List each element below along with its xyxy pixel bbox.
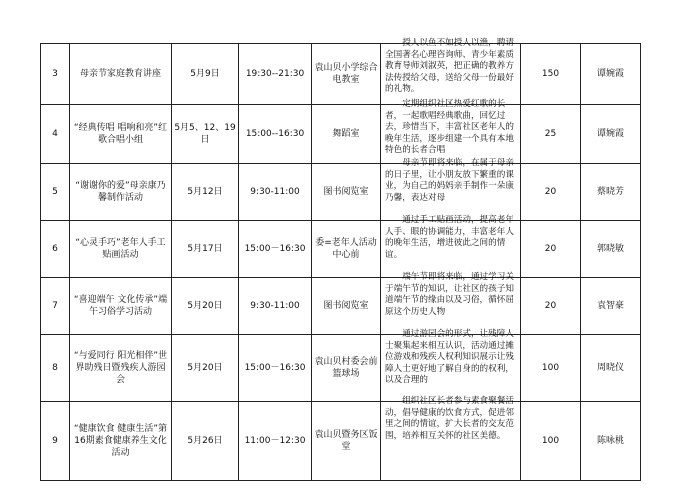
activity-place: 图书阅览室 (312, 164, 381, 221)
participant-count: 20 (521, 164, 581, 221)
participant-count: 100 (521, 335, 581, 402)
row-number: 8 (41, 335, 70, 402)
table-row (41, 402, 641, 481)
person-in-charge: 袁智豪 (581, 278, 641, 335)
activity-description (381, 272, 521, 335)
row-number: 9 (41, 402, 70, 481)
activity-time: 9:30-11:00 (239, 278, 312, 335)
activity-description (381, 215, 521, 278)
activity-name: “喜迎端午 文化传承”端午习俗学习活动 (70, 278, 172, 335)
activity-description (381, 329, 521, 402)
activity-date: 5月20日 (172, 278, 239, 335)
activity-name: “健康饮食 健康生活”第16期素食健康养生文化活动 (70, 402, 172, 481)
activity-schedule-table (40, 38, 641, 481)
person-in-charge: 陈咏桃 (581, 402, 641, 481)
participant-count: 20 (521, 221, 581, 278)
activity-description-text: 定期组织社区热爱红歌的长者，一起歌唱经典歌曲，回忆过去，珍惜当下，丰富社区老年人的晚年生活，逐步组建一个具有本地特色的长者合唱 (385, 99, 514, 156)
activity-place: 袁山贝村委会前篮球场 (312, 335, 381, 402)
row-number: 4 (41, 105, 70, 164)
activity-description-text: 端午节即将来临，通过学习关于端午节的知识，让社区的孩子知道端午节的缘由以及习俗，循怀屈原这个历史人物 (385, 272, 514, 317)
row-number: 3 (41, 44, 70, 105)
table-row (41, 335, 641, 402)
activity-description (381, 38, 521, 105)
person-in-charge: 蔡晓芳 (581, 164, 641, 221)
activity-time: 9:30-11:00 (239, 164, 312, 221)
row-number: 7 (41, 278, 70, 335)
activity-date: 5月26日 (172, 402, 239, 481)
schedule-sheet (40, 38, 640, 474)
activity-time: 15:00－16:30 (239, 335, 312, 402)
table-row (41, 278, 641, 335)
activity-date: 5月5、12、19日 (172, 105, 239, 164)
table-row (41, 164, 641, 221)
row-number: 6 (41, 221, 70, 278)
person-in-charge: 谭婉霞 (581, 44, 641, 105)
activity-description (381, 158, 521, 221)
participant-count: 150 (521, 44, 581, 105)
activity-date: 5月9日 (172, 44, 239, 105)
activity-description-text: 授人以鱼不如授人以渔，聘请全国著名心理咨询师、青少年素质教育导师刘淑英，把正确的教养方法传授给父母，送给父母一份最好的礼物。 (385, 38, 514, 95)
activity-place: 袁山贝暨务区饭堂 (312, 402, 381, 481)
activity-date: 5月12日 (172, 164, 239, 221)
activity-description-text: 通过游园会的形式，让残障人士聚集起来相互认识，活动通过摊位游戏和残疾人权利知识展示让残障人士更好地了解自身的的权利，以及合理的 (385, 329, 514, 386)
activity-description (381, 99, 521, 164)
table-row (41, 44, 641, 105)
activity-place: 袁山贝小学综合电教室 (312, 44, 381, 105)
activity-time: 15:00－16:30 (239, 221, 312, 278)
participant-count: 100 (521, 402, 581, 481)
participant-count: 20 (521, 278, 581, 335)
activity-description-text: 通过手工贴画活动，提高老年人手、眼的协调能力，丰富老年人的晚年生活，增进彼此之间的情谊。 (385, 215, 514, 260)
activity-name: “与爱同行 阳光相伴”世界助残日暨残疾人游园会 (70, 335, 172, 402)
activity-name: “心灵手巧”老年人手工贴画活动 (70, 221, 172, 278)
activity-place: 图书阅览室 (312, 278, 381, 335)
activity-name: “谢谢你的爱”母亲康乃馨制作活动 (70, 164, 172, 221)
table-row (41, 221, 641, 278)
activity-description-text: 母亲节即将来临，在属于母亲的日子里，让小朋友放下繁重的课业，为自己的妈妈亲手制作一朵康乃馨，表达对母 (385, 158, 514, 203)
activity-date: 5月20日 (172, 335, 239, 402)
activity-description (381, 396, 521, 481)
activity-name: 母亲节家庭教育讲座 (70, 44, 172, 105)
activity-time: 19:30--21:30 (239, 44, 312, 105)
person-in-charge: 周晓仪 (581, 335, 641, 402)
activity-place: 委=老年人活动中心前 (312, 221, 381, 278)
activity-name: “经典传唱 唱响和亮”红歌合唱小组 (70, 105, 172, 164)
activity-time: 15:00--16:30 (239, 105, 312, 164)
activity-place: 舞蹈室 (312, 105, 381, 164)
participant-count: 25 (521, 105, 581, 164)
person-in-charge: 谭婉霞 (581, 105, 641, 164)
table-row (41, 105, 641, 164)
activity-time: 11:00－12:30 (239, 402, 312, 481)
activity-date: 5月17日 (172, 221, 239, 278)
person-in-charge: 郭晓敏 (581, 221, 641, 278)
activity-description-text: 组织社区长者参与素食聚餐活动，倡导健康的饮食方式，促进邻里之间的情谊，扩大长者的交友范围，培养相互关怀的社区美德。 (385, 396, 514, 441)
row-number: 5 (41, 164, 70, 221)
